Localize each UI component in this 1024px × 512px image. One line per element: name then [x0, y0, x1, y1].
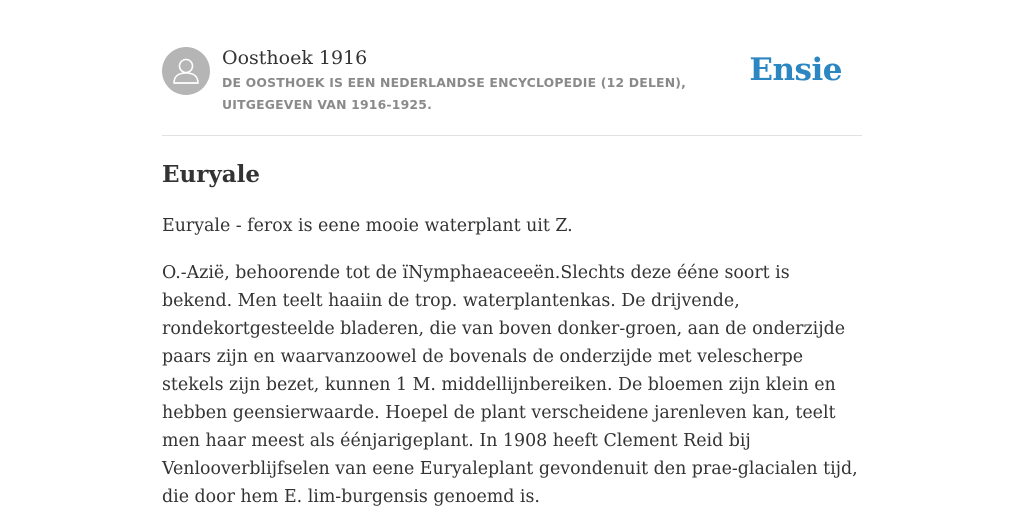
source-description: DE OOSTHOEK IS EEN NEDERLANDSE ENCYCLOPEDIE (12 DELEN), UITGEGEVEN VAN 1916-1925. — [222, 75, 687, 112]
avatar[interactable] — [162, 47, 210, 95]
divider — [162, 135, 862, 136]
source-title[interactable]: Oosthoek 1916 — [222, 47, 368, 69]
source-header — [162, 46, 862, 136]
entry-paragraph: O.-Azië, behoorende tot de ïNymphaeaceeën.Slechts deze ééne soort is bekend. Men teelt haaiin de trop. waterplantenkas. De drijvende, rondekortgesteelde bladeren, die van boven donker-groen, aan de onderzijde paars zijn en waarvanzoowel de bovenals de onderzijde met velescherpe stekels zijn bezet, kunnen 1 M. middellijnbereiken. De bloemen zijn klein en hebben geensierwaarde. Hoepel de plant verscheidene jarenleven kan, teelt men haar meest als éénjarigeplant. In 1908 heeft Clement Reid bij Venlooverblijfselen van eene Euryaleplant gevondenuit den prae-glacialen tijd, die door hem E. lim-burgensis genoemd is. — [162, 263, 858, 507]
entry-title: Euryale — [162, 161, 261, 188]
entry-paragraph: Euryale - ferox is eene mooie waterplant uit Z. — [162, 216, 573, 236]
brand-logo[interactable]: Ensie — [749, 52, 842, 88]
user-silhouette-icon — [162, 47, 210, 95]
